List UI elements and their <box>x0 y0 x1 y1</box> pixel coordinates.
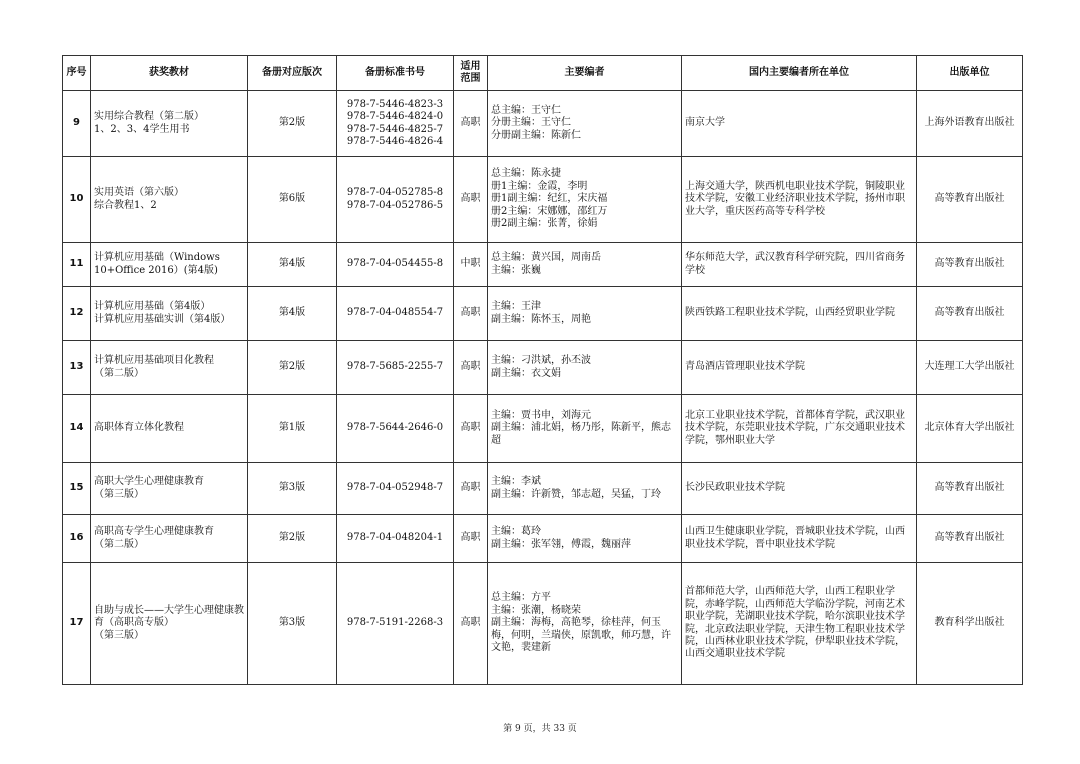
header-publisher: 出版单位 <box>917 56 1023 91</box>
table-body <box>63 91 1023 685</box>
row-edition: 第2版 <box>248 515 337 563</box>
row-index: 11 <box>63 243 91 287</box>
row-scope: 高职 <box>454 341 488 395</box>
table-row <box>63 91 1023 157</box>
row-publisher: 高等教育出版社 <box>917 515 1023 563</box>
row-publisher: 高等教育出版社 <box>917 287 1023 341</box>
row-publisher: 高等教育出版社 <box>917 243 1023 287</box>
header-row <box>63 56 1023 91</box>
row-units: 青岛酒店管理职业技术学院 <box>682 341 917 395</box>
row-edition: 第2版 <box>248 91 337 157</box>
row-editors: 总主编：陈永捷 册1主编：金霞，李明 册1副主编：纪红，宋庆福 册2主编：宋娜娜，邵红万 册2副主编：张菁，徐娟 <box>488 157 682 243</box>
row-isbn: 978-7-5446-4823-3 978-7-5446-4824-0 978-7-5446-4825-7 978-7-5446-4826-4 <box>337 91 454 157</box>
row-index: 13 <box>63 341 91 395</box>
row-title: 实用综合教程（第二版） 1、2、3、4学生用书 <box>91 91 248 157</box>
row-publisher: 北京体育大学出版社 <box>917 395 1023 463</box>
row-index: 9 <box>63 91 91 157</box>
row-isbn: 978-7-04-052785-8 978-7-04-052786-5 <box>337 157 454 243</box>
header-units: 国内主要编者所在单位 <box>682 56 917 91</box>
row-publisher: 高等教育出版社 <box>917 157 1023 243</box>
row-title: 计算机应用基础（第4版） 计算机应用基础实训（第4版） <box>91 287 248 341</box>
row-title: 自助与成长——大学生心理健康教育（高职高专版） （第三版） <box>91 563 248 685</box>
row-scope: 高职 <box>454 157 488 243</box>
row-units: 长沙民政职业技术学院 <box>682 463 917 515</box>
row-index: 14 <box>63 395 91 463</box>
row-edition: 第3版 <box>248 463 337 515</box>
header-editors: 主要编者 <box>488 56 682 91</box>
row-publisher: 上海外语教育出版社 <box>917 91 1023 157</box>
table-row <box>63 157 1023 243</box>
row-scope: 高职 <box>454 287 488 341</box>
table-row <box>63 563 1023 685</box>
header-scope: 适用 范围 <box>454 56 488 91</box>
row-edition: 第6版 <box>248 157 337 243</box>
row-units: 山西卫生健康职业学院，晋城职业技术学院，山西职业技术学院，晋中职业技术学院 <box>682 515 917 563</box>
awards-table <box>62 55 1023 685</box>
table-row <box>63 395 1023 463</box>
header-isbn: 备册标准书号 <box>337 56 454 91</box>
row-index: 10 <box>63 157 91 243</box>
row-editors: 主编：刁洪斌，孙丕波 副主编：衣文娟 <box>488 341 682 395</box>
header-index: 序号 <box>63 56 91 91</box>
row-title: 实用英语（第六版） 综合教程1、2 <box>91 157 248 243</box>
row-index: 16 <box>63 515 91 563</box>
row-units: 北京工业职业技术学院，首都体育学院，武汉职业技术学院，东莞职业技术学院，广东交通职业技术学院，鄂州职业大学 <box>682 395 917 463</box>
row-scope: 高职 <box>454 91 488 157</box>
row-isbn: 978-7-04-052948-7 <box>337 463 454 515</box>
row-isbn: 978-7-04-048204-1 <box>337 515 454 563</box>
row-title: 高职体育立体化教程 <box>91 395 248 463</box>
row-index: 12 <box>63 287 91 341</box>
row-editors: 主编：葛玲 副主编：张军翎，傅霞，魏丽萍 <box>488 515 682 563</box>
row-editors: 总主编：方平 主编：张潮，杨晓荣 副主编：海梅，高艳琴，徐桂萍，何玉梅，何明，兰瑞侠，原凯歌，师巧慧，许文艳，裴建新 <box>488 563 682 685</box>
row-edition: 第1版 <box>248 395 337 463</box>
row-index: 15 <box>63 463 91 515</box>
row-publisher: 高等教育出版社 <box>917 463 1023 515</box>
row-isbn: 978-7-04-054455-8 <box>337 243 454 287</box>
row-units: 上海交通大学，陕西机电职业技术学院，铜陵职业技术学院，安徽工业经济职业技术学院，扬州市职业大学，重庆医药高等专科学校 <box>682 157 917 243</box>
row-scope: 高职 <box>454 563 488 685</box>
row-index: 17 <box>63 563 91 685</box>
row-title: 计算机应用基础项目化教程 （第二版） <box>91 341 248 395</box>
row-editors: 主编：王津 副主编：陈怀玉，周艳 <box>488 287 682 341</box>
row-isbn: 978-7-5685-2255-7 <box>337 341 454 395</box>
row-publisher: 教育科学出版社 <box>917 563 1023 685</box>
page-footer: 第 9 页，共 33 页 <box>503 724 577 734</box>
table-row <box>63 341 1023 395</box>
row-editors: 主编：贾书申，刘海元 副主编：浦北娟，杨乃彤，陈新平，熊志超 <box>488 395 682 463</box>
row-units: 首都师范大学，山西师范大学，山西工程职业学院，赤峰学院，山西师范大学临汾学院，河南艺术职业学院，芜湖职业技术学院，哈尔滨职业技术学院，北京政法职业学院，天津生物工程职业技术学院，山西林业职业技术学院，伊犁职业技术学院，山西交通职业技术学院 <box>682 563 917 685</box>
row-edition: 第2版 <box>248 341 337 395</box>
header-title: 获奖教材 <box>91 56 248 91</box>
row-isbn: 978-7-5191-2268-3 <box>337 563 454 685</box>
row-title: 计算机应用基础（Windows 10+Office 2016）(第4版) <box>91 243 248 287</box>
row-edition: 第4版 <box>248 243 337 287</box>
table-row <box>63 287 1023 341</box>
row-units: 南京大学 <box>682 91 917 157</box>
row-publisher: 大连理工大学出版社 <box>917 341 1023 395</box>
row-title: 高职大学生心理健康教育 （第三版） <box>91 463 248 515</box>
table-row <box>63 463 1023 515</box>
row-scope: 高职 <box>454 463 488 515</box>
row-editors: 主编：李斌 副主编：许新赞，邹志超，吴猛，丁玲 <box>488 463 682 515</box>
row-units: 华东师范大学，武汉教育科学研究院，四川省商务学校 <box>682 243 917 287</box>
row-edition: 第4版 <box>248 287 337 341</box>
row-isbn: 978-7-5644-2646-0 <box>337 395 454 463</box>
row-isbn: 978-7-04-048554-7 <box>337 287 454 341</box>
table-row <box>63 515 1023 563</box>
row-edition: 第3版 <box>248 563 337 685</box>
table-row <box>63 243 1023 287</box>
row-title: 高职高专学生心理健康教育 （第二版） <box>91 515 248 563</box>
row-scope: 中职 <box>454 243 488 287</box>
row-scope: 高职 <box>454 395 488 463</box>
row-editors: 总主编：王守仁 分册主编：王守仁 分册副主编：陈新仁 <box>488 91 682 157</box>
header-edition: 备册对应版次 <box>248 56 337 91</box>
row-editors: 总主编：黄兴国，周南岳 主编：张巍 <box>488 243 682 287</box>
row-scope: 高职 <box>454 515 488 563</box>
row-units: 陕西铁路工程职业技术学院，山西经贸职业学院 <box>682 287 917 341</box>
